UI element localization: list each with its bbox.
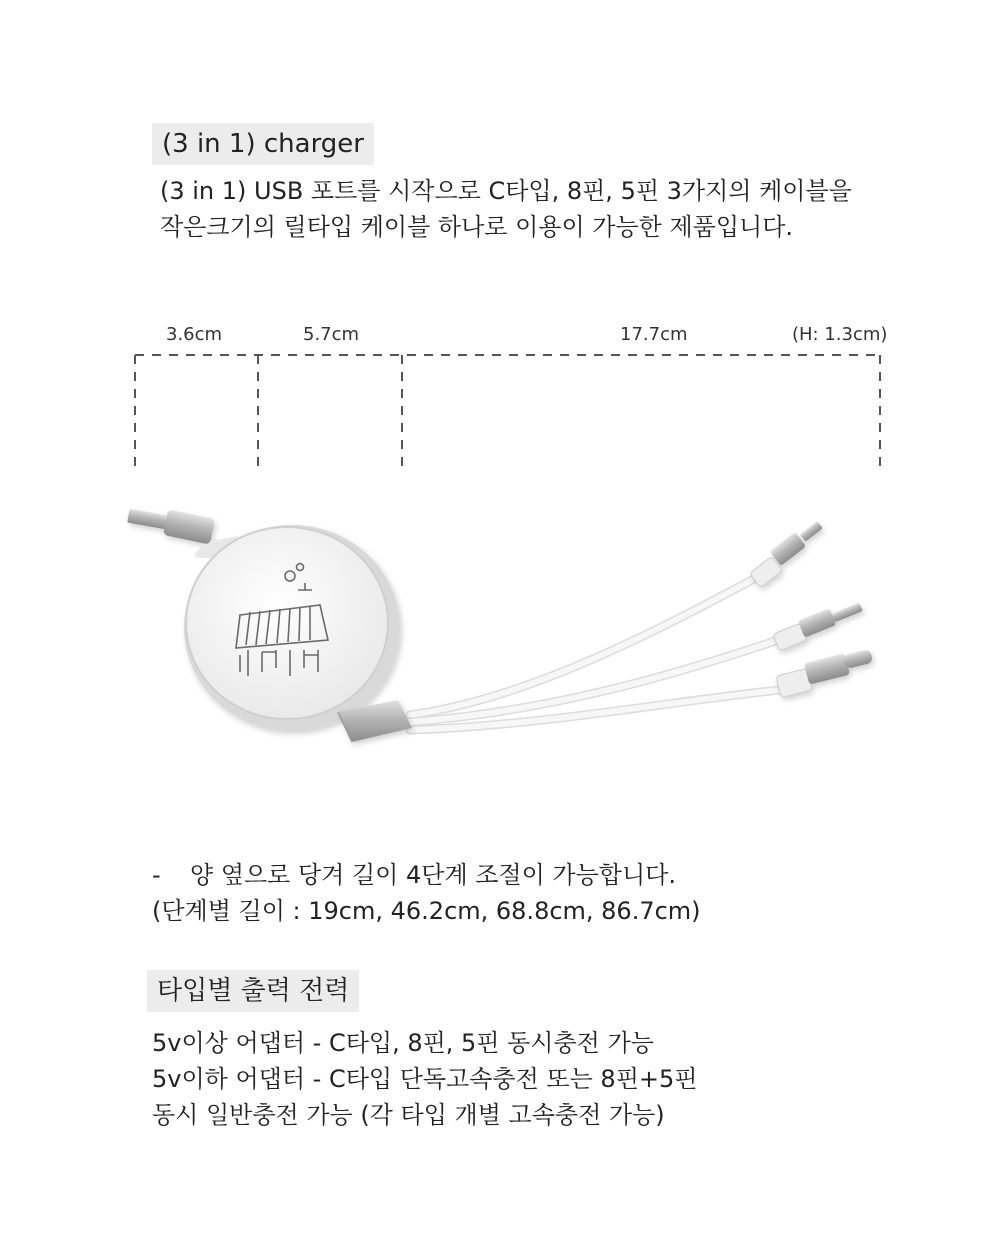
- adjust-line-1: 양 옆으로 당겨 길이 4단계 조절이 가능합니다.: [190, 861, 676, 889]
- connector-8pin-middle: [773, 603, 863, 651]
- dimension-usb-length: 3.6cm: [166, 324, 223, 345]
- dimension-cable-length: 17.7cm: [620, 324, 688, 345]
- usb-a-connector: [127, 509, 240, 550]
- intro-line-1: (3 in 1) USB 포트를 시작으로 C타입, 8핀, 5핀 3가지의 케이블을: [160, 177, 852, 205]
- power-line-2: 5v이하 어댑터 - C타입 단독고속충전 또는 8핀+5핀: [152, 1065, 698, 1093]
- dimension-guides: [135, 355, 880, 468]
- power-line-3: 동시 일반충전 가능 (각 타입 개별 고속충전 가능): [152, 1101, 665, 1129]
- intro-line-2: 작은크기의 릴타입 케이블 하나로 이용이 가능한 제품입니다.: [160, 213, 794, 241]
- adjust-bullet: -: [152, 861, 161, 889]
- connector-usb-c-bottom: [776, 649, 873, 698]
- power-tag: 타입별 출력 전력: [147, 970, 359, 1012]
- dimension-reel-length: 5.7cm: [303, 324, 360, 345]
- dimension-height: (H: 1.3cm): [792, 324, 888, 345]
- cable-reel: [184, 525, 400, 731]
- connector-5pin-top: [749, 521, 822, 588]
- power-line-1: 5v이상 어댑터 - C타입, 8핀, 5핀 동시충전 가능: [152, 1029, 654, 1057]
- adjust-line-2: (단계별 길이 : 19cm, 46.2cm, 68.8cm, 86.7cm): [152, 897, 701, 925]
- cables: [410, 580, 780, 730]
- intro-tag: (3 in 1) charger: [152, 123, 374, 165]
